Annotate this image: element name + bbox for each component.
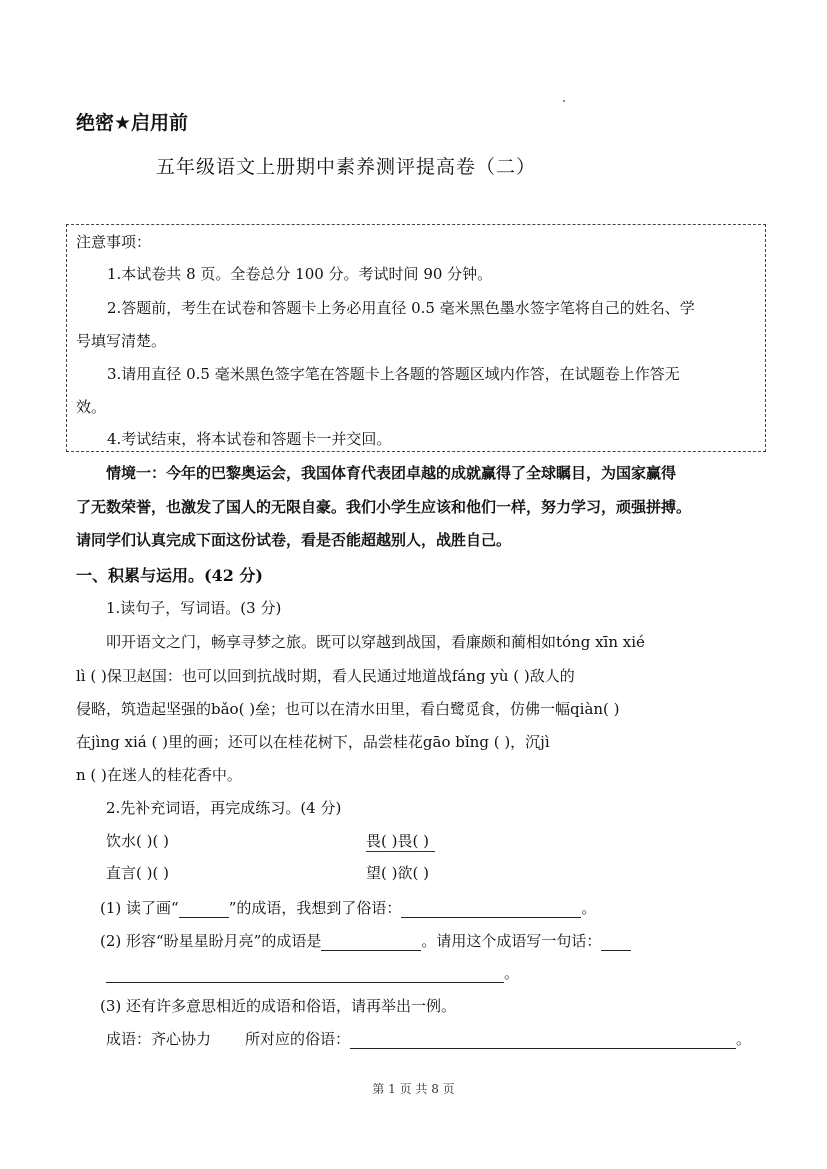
question-1-text: 在jìng xiá ( )里的画；还可以在桂花树下，品尝桂花gāo bǐng ( )，沉jì <box>76 733 550 751</box>
page-number: 第 1 页 共 8 页 <box>372 1082 455 1096</box>
sub2-mid: 。请用这个成语写一句话： <box>421 932 602 950</box>
answer-line[interactable] <box>350 1032 736 1049</box>
idiom-blank: 直言( )( ) <box>106 864 169 882</box>
question-2-title: 2.先补充词语，再完成练习。(4 分) <box>106 799 342 817</box>
idiom-label: 成语：齐心协力 <box>106 1030 212 1048</box>
period: 。 <box>736 1030 752 1048</box>
answer-line[interactable] <box>401 901 581 918</box>
idiom-line <box>106 1028 751 1049</box>
sub2-prefix: (2) 形容“盼星星盼月亮”的成语是 <box>100 932 322 950</box>
answer-line[interactable] <box>179 901 229 918</box>
idiom-blank: 望( )欲( ) <box>366 864 429 882</box>
idiom-blank-underlined: 畏( )畏( ) <box>366 830 435 852</box>
period: 。 <box>504 964 520 982</box>
answer-line[interactable] <box>106 966 504 983</box>
sub-question-2-continued <box>106 962 519 983</box>
notice-item: 1.本试卷共 8 页。全卷总分 100 分。考试时间 90 分钟。 <box>107 265 493 283</box>
period: 。 <box>581 899 597 917</box>
notice-item: 3.请用直径 0.5 毫米黑色签字笔在答题卡上各题的答题区域内作答，在试题卷上作答无 <box>107 365 680 383</box>
question-1-text: 叩开语文之门，畅享寻梦之旅。既可以穿越到战国，看廉颇和蔺相如tóng xīn xié <box>106 633 645 651</box>
notice-heading: 注意事项： <box>76 233 152 251</box>
question-1-text: n ( )在迷人的桂花香中。 <box>76 766 242 784</box>
notice-item: 2.答题前，考生在试卷和答题卡上务必用直径 0.5 毫米黑色墨水签字笔将自己的姓名、学 <box>107 299 695 317</box>
notice-item: 号填写清楚。 <box>76 332 167 350</box>
sub-question-1 <box>100 897 596 918</box>
notice-item: 效。 <box>76 398 107 416</box>
question-1-text: 侵略，筑造起坚强的bǎo( )垒；也可以在清水田里，看白鹭觅食，仿佛一幅qiàn( ) <box>76 700 620 718</box>
scenario-line: 情境一：今年的巴黎奥运会，我国体育代表团卓越的成就赢得了全球瞩目，为国家赢得 <box>106 464 677 482</box>
sub1-mid: ”的成语，我想到了俗语： <box>228 899 402 917</box>
answer-line[interactable] <box>601 934 631 951</box>
answer-line[interactable] <box>321 934 421 951</box>
idiom-blank: 饮水( )( ) <box>106 832 169 850</box>
scenario-line: 请同学们认真完成下面这份试卷，看是否能超越别人，战胜自己。 <box>76 531 512 549</box>
question-1-title: 1.读句子，写词语。(3 分) <box>106 599 282 617</box>
question-1-text: lì ( )保卫赵国：也可以回到抗战时期，看人民通过地道战fáng yù ( )敌人的 <box>76 667 575 685</box>
sub1-prefix: (1) 读了画“ <box>100 899 179 917</box>
scan-speck <box>563 100 565 102</box>
confidential-label: 绝密★启用前 <box>76 112 189 134</box>
page-title: 五年级语文上册期中素养测评提高卷（二） <box>156 156 537 178</box>
saying-label: 所对应的俗语： <box>245 1030 351 1048</box>
section-title: 一、积累与运用。(42 分) <box>76 566 263 585</box>
sub-question-2 <box>100 930 631 951</box>
notice-item: 4.考试结束，将本试卷和答题卡一并交回。 <box>107 430 392 448</box>
notice-box <box>66 224 766 452</box>
scenario-line: 了无数荣誉，也激发了国人的无限自豪。我们小学生应该和他们一样，努力学习，顽强拼搏。 <box>76 498 692 516</box>
sub-question-3: (3) 还有许多意思相近的成语和俗语，请再举出一例。 <box>100 997 457 1015</box>
